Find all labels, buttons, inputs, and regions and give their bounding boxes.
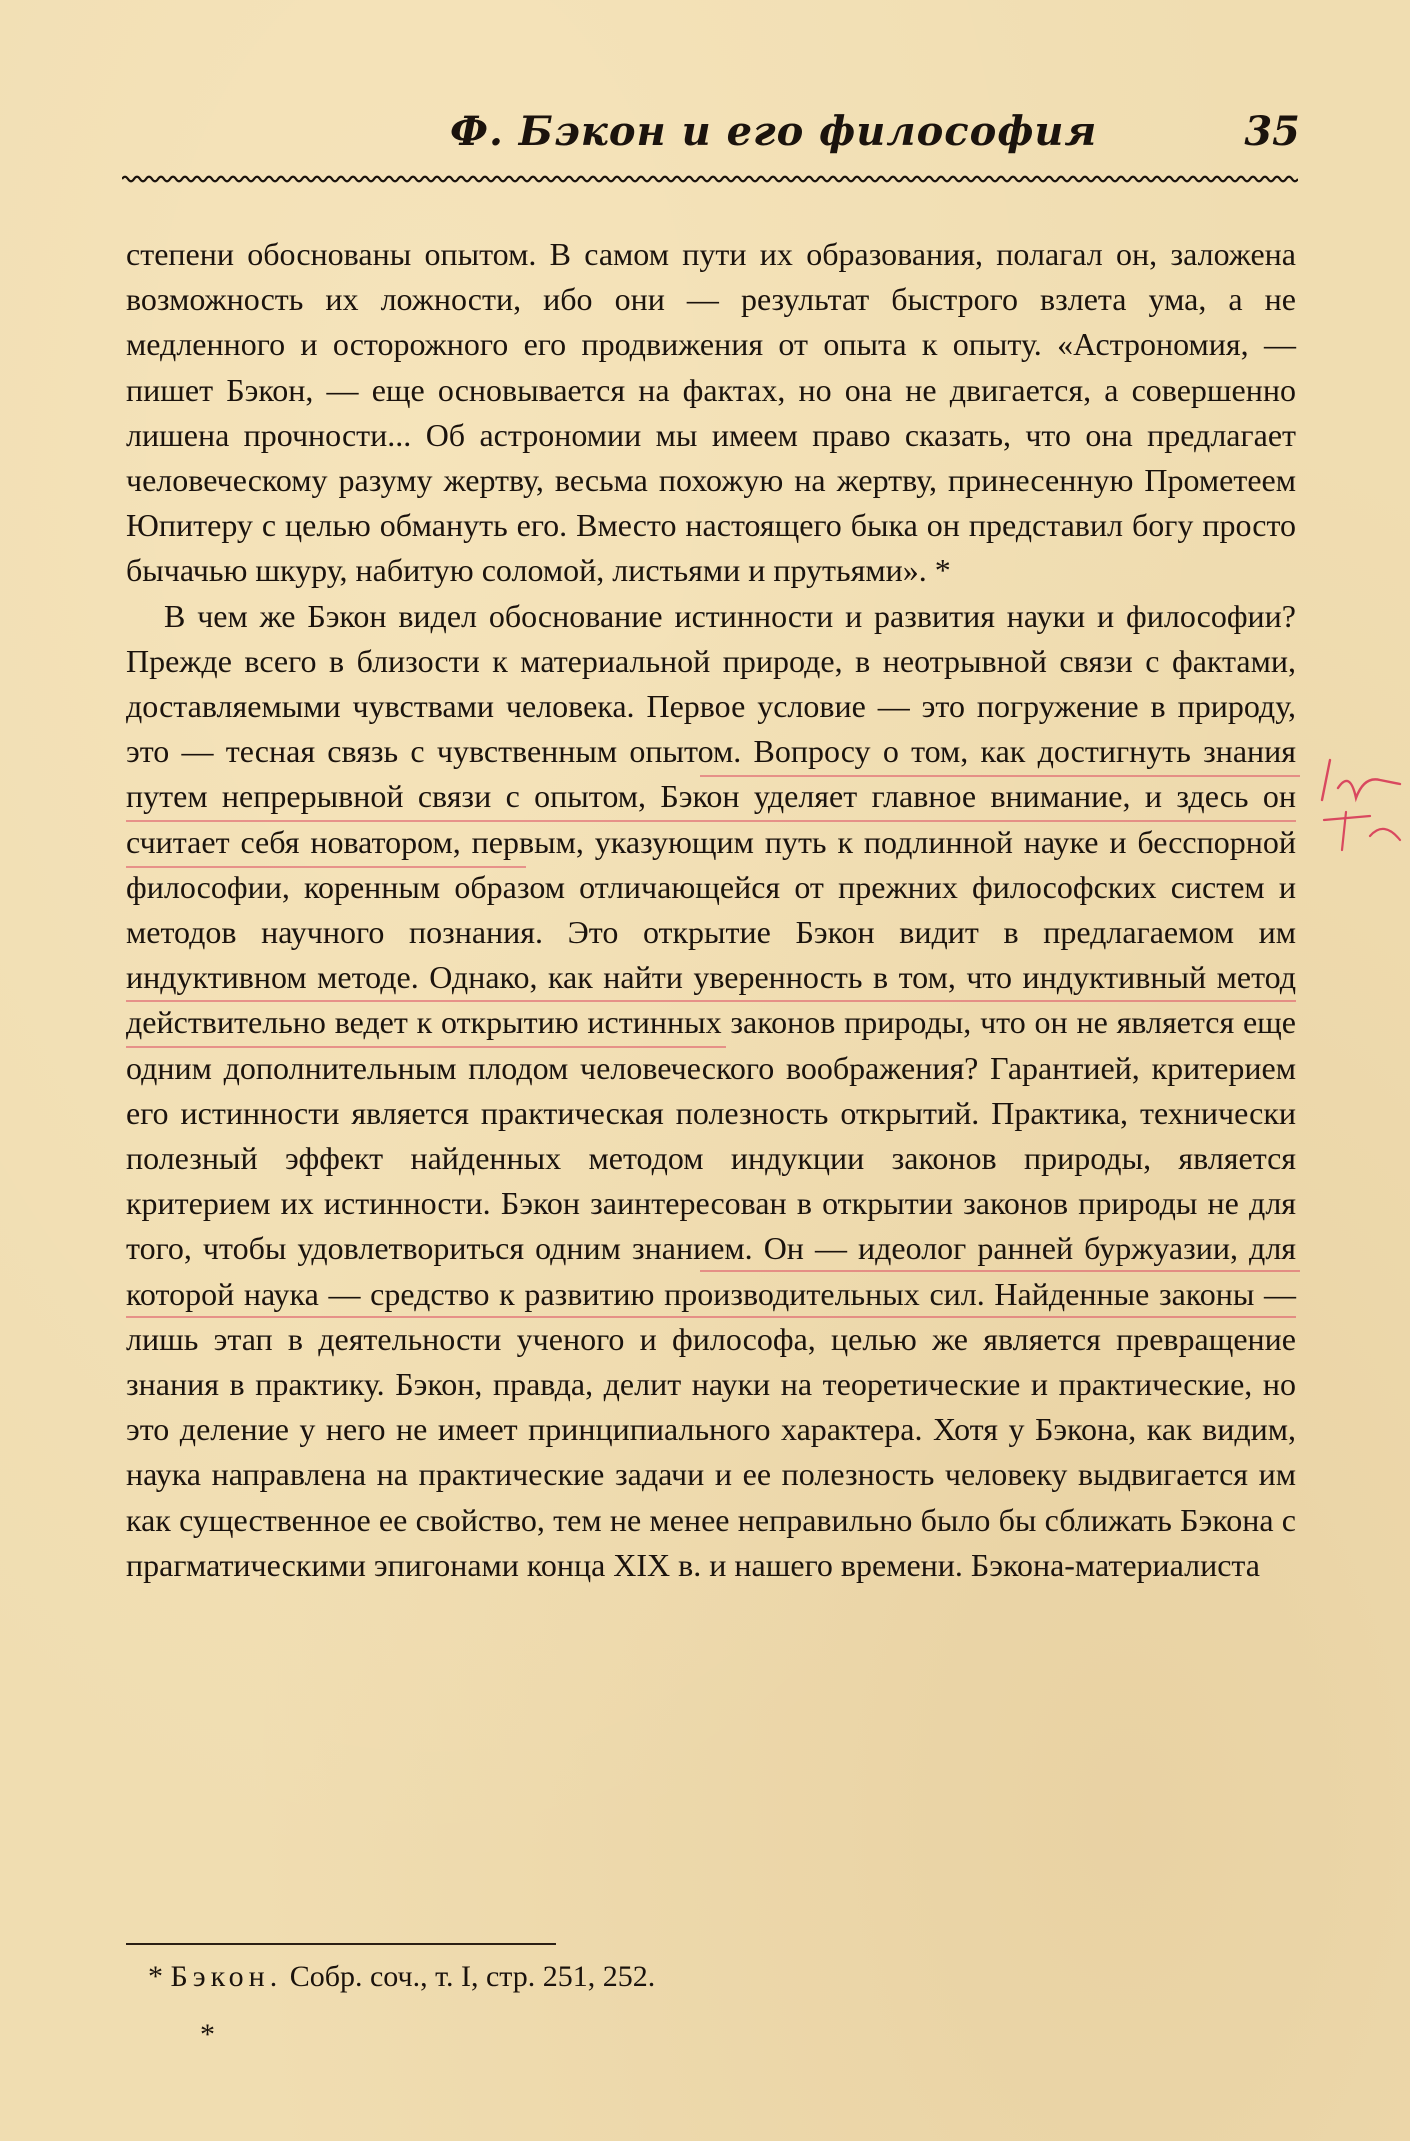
decorative-wavy-rule (122, 172, 1298, 186)
footnote-marker: * (148, 1960, 163, 1993)
pencil-underline (126, 1046, 726, 1048)
footnote-divider (126, 1943, 556, 1945)
footnote-author: Бэкон. (170, 1960, 283, 1993)
pencil-underline (700, 775, 1300, 777)
footnote-citation: Собр. соч., т. I, стр. 251, 252. (289, 1960, 656, 1993)
main-text (126, 232, 1296, 1588)
stray-asterisk: * (200, 2018, 215, 2051)
running-title: Ф. Бэкон и его философия (450, 108, 1098, 155)
pencil-underline (126, 820, 1296, 822)
paragraph-continuation: степени обоснованы опытом. В самом пути их образования, полагал он, заложена возможность их ложности, ибо они — результат быстрого взлета ума, а не медленного и осторожного его продвижения от опыта к опыту. «Астрономия, — пишет Бэкон, — еще основывается на фактах, но она не двигается, а совершенно лишена прочности... Об астрономии мы имеем право сказать, что она предлагает человеческому разуму жертву, весьма похожую на жертву, принесенную Прометеем Юпитеру с целью обмануть его. Вместо настоящего быка он представил богу просто бычачью шкуру, набитую соломой, листьями и прутьями». * (126, 236, 1296, 589)
pencil-underline (126, 1000, 1296, 1002)
page-header (120, 108, 1300, 168)
pencil-underline (126, 866, 526, 868)
pencil-underline (126, 1316, 1296, 1318)
margin-pencil-mark (1310, 740, 1410, 880)
page-number: 35 (1244, 108, 1300, 155)
paragraph: В чем же Бэкон видел обоснование истинности и развития науки и философии? Прежде всего в близости к материальной природе, в неотрывной связи с фактами, доставляемыми чувствами человека. Первое условие — это погружение в природу, это — тесная связь с чувственным опытом. Вопросу о том, как достигнуть знания путем непрерывной связи с опытом, Бэкон уделяет главное внимание, и здесь он считает себя новатором, первым, указующим путь к подлинной науке и бесспорной философии, коренным образом отличающейся от прежних философских систем и методов научного познания. Это открытие Бэкон видит в предлагаемом им индуктивном методе. Однако, как найти уверенность в том, что индуктивный метод действительно ведет к открытию истинных законов природы, что он не является еще одним дополнительным плодом человеческого воображения? Гарантией, критерием его истинности является практическая полезность открытий. Практика, технически полезный эффект найденных методом индукции законов природы, является критерием их истинности. Бэкон заинтересован в открытии законов природы не для того, чтобы удовлетвориться одним знанием. Он — идеолог ранней буржуазии, для которой наука — средство к развитию производительных сил. Найденные законы — лишь этап в деятельности ученого и философа, целью же является превращение знания в практику. Бэкон, правда, делит науки на теоретические и практические, но это деление у него не имеет принципиального характера. Хотя у Бэкона, как видим, наука направлена на практические задачи и ее полезность человеку выдвигается им как существенное ее свойство, тем не менее неправильно было бы сближать Бэкона с прагматическими эпигонами конца XIX в. и нашего времени. Бэкона-материалиста (126, 597, 1296, 1583)
footnote (148, 1960, 655, 1994)
pencil-underline (700, 1270, 1300, 1272)
